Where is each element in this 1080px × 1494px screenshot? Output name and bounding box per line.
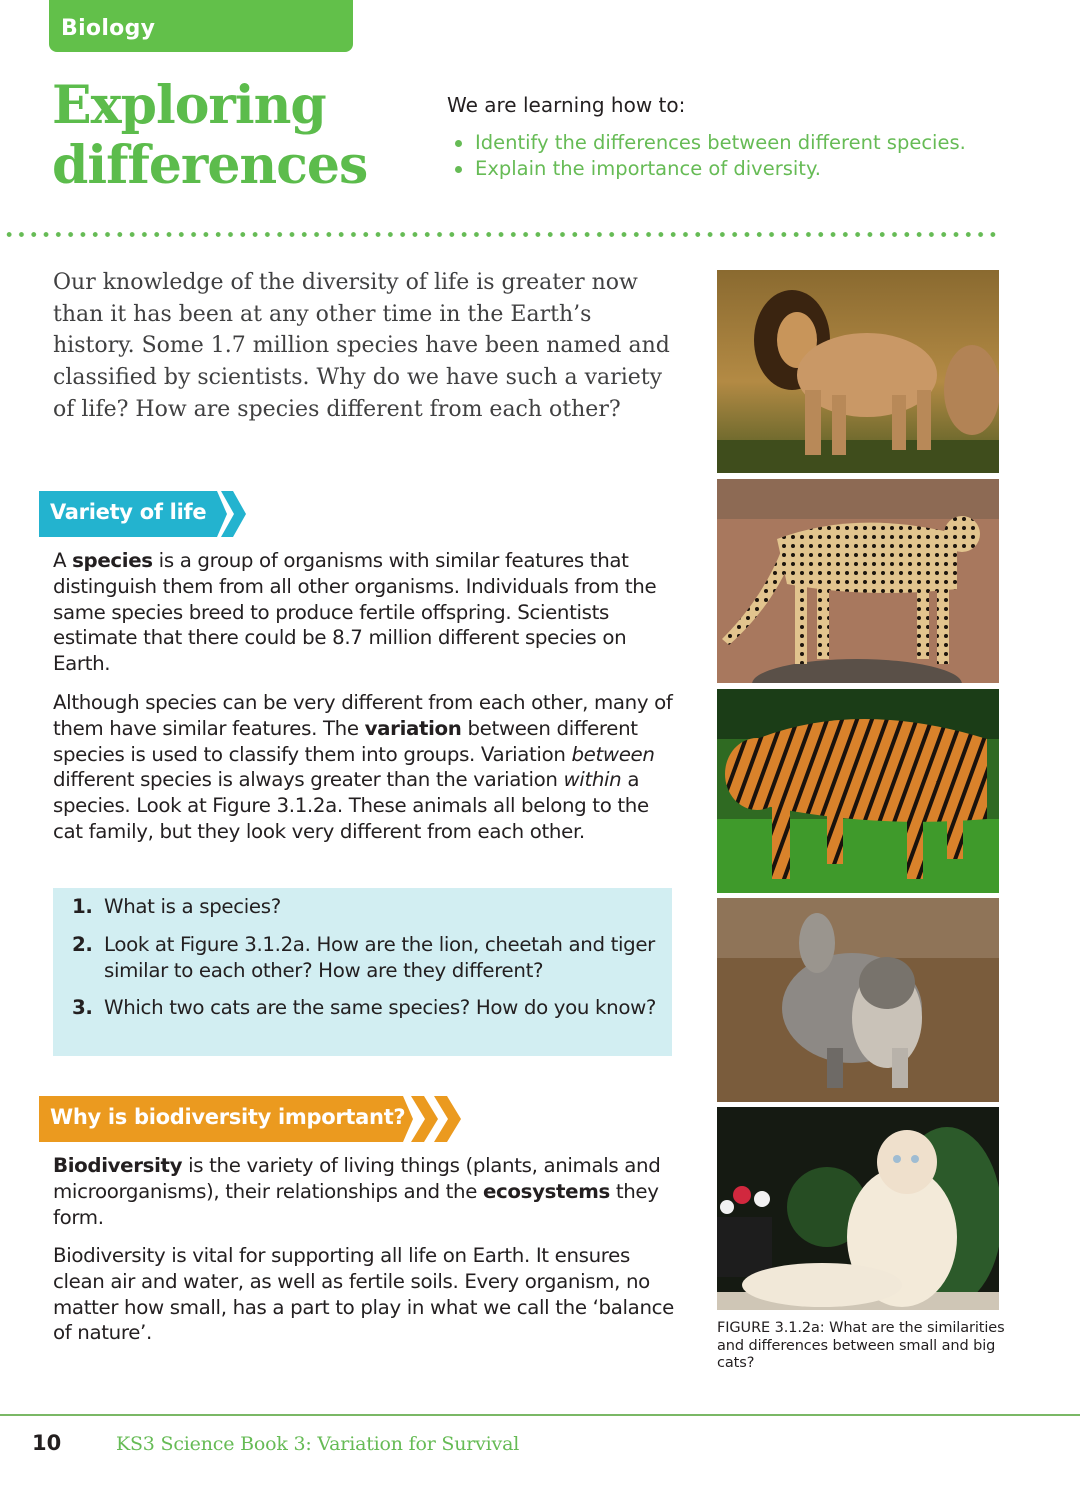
question-item: [72, 995, 672, 1021]
photo-tiger: [717, 689, 999, 893]
question-text: Which two cats are the same species? How do you know?: [104, 996, 657, 1020]
keyword-ecosystems: ecosystems: [482, 1179, 610, 1203]
paragraph-biodiversity-importance: Biodiversity is vital for supporting all life on Earth. It ensures clean air and water, as well as fertile soils. Every organism, no matter how small, has a part to play in what we call the ‘balance of nature’.: [53, 1244, 674, 1345]
questions-box: [53, 888, 672, 1056]
objective-item: Identify the differences between different species.: [447, 130, 1047, 156]
section-heading-biodiversity: [39, 1096, 469, 1142]
question-item: [72, 932, 672, 984]
paragraph-biodiversity-definition: Biodiversity is the variety of living things (plants, animals and microorganisms), their relationships and the ecosystems they form.: [53, 1154, 661, 1229]
subject-label: Biology: [61, 16, 156, 41]
question-text: What is a species?: [104, 895, 281, 918]
dotted-divider: [3, 232, 999, 237]
question-number: 1.: [72, 895, 93, 918]
paragraph-species: A species is a group of organisms with similar features that distinguish them from all other organisms. Individuals from the same species breed to produce fertile offspring. Scientists estimate that there could be 8.7 million different species on Earth.: [53, 549, 657, 676]
keyword-variation: variation: [364, 716, 462, 740]
figure-caption: FIGURE 3.1.2a: What are the similarities and differences between small and big cats?: [717, 1320, 1005, 1371]
page-number: 10: [32, 1431, 62, 1455]
title-line-2: differences: [52, 135, 368, 196]
footer-divider: [0, 1414, 1080, 1416]
section-heading-label: Variety of life: [50, 500, 207, 524]
section-heading-variety: [39, 491, 249, 537]
photo-cheetah: [717, 479, 999, 683]
question-number: 2.: [72, 932, 93, 956]
objectives-intro: We are learning how to:: [447, 93, 686, 117]
question-text: Look at Figure 3.1.2a. How are the lion, cheetah and tiger similar to each other? How are they different?: [104, 932, 655, 982]
photo-white-cat: [717, 1107, 999, 1310]
page-title: [52, 76, 432, 196]
book-title: KS3 Science Book 3: Variation for Survival: [116, 1433, 520, 1455]
objectives-list: [447, 130, 1047, 182]
keyword-species: species: [72, 549, 153, 572]
photo-lion: [717, 270, 999, 473]
intro-paragraph: Our knowledge of the diversity of life is greater now than it has been at any other time in the Earth’s history. Some 1.7 million species have been named and classified by scientists. Why do we have such a variety of life? How are species different from each other?: [53, 270, 670, 422]
keyword-biodiversity: Biodiversity: [53, 1154, 183, 1177]
section-heading-label: Why is biodiversity important?: [50, 1105, 406, 1129]
learning-objectives: [447, 92, 1047, 182]
objective-item: Explain the importance of diversity.: [447, 156, 1047, 182]
title-line-1: Exploring: [52, 75, 326, 136]
subject-tab: [49, 0, 353, 52]
question-number: 3.: [72, 996, 93, 1020]
paragraph-variation: Although species can be very different from each other, many of them have similar features. The variation between different species is used to classify them into groups. Variation between different species is always greater than the variation within a species. Look at Figure 3.1.2a. These animals all belong to the cat family, but they look very different from each other.: [53, 691, 673, 843]
question-item: [72, 894, 672, 920]
photo-grey-cat: [717, 898, 999, 1102]
